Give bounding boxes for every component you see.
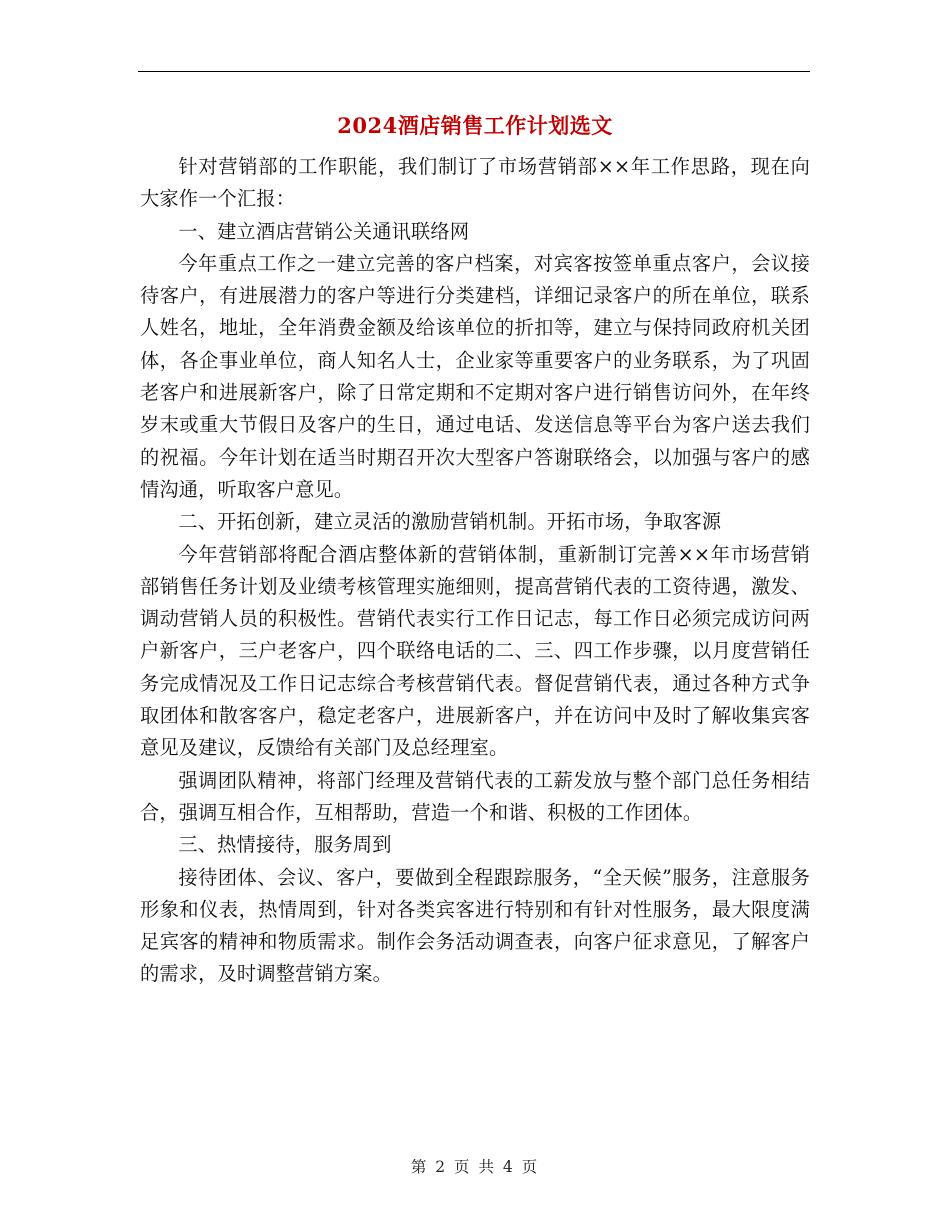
section-heading-3: 三、热情接待，服务周到 [178, 833, 392, 857]
section-1-paragraph: 今年重点工作之一建立完善的客户档案，对宾客按签单重点客户，会议接待客户，有进展潜力的客户等进行分类建档，详细记录客户的所在单位，联系人姓名，地址，全年消费金额及给该单位的折扣等，建立与保持同政府机关团体，各企事业单位，商人知名人士，企业家等重要客户的业务联系，为了巩固老客户和进展新客户，除了日常定期和不定期对客户进行销售访问外，在年终岁末或重大节假日及客户的生日，通过电话、发送信息等平台为客户送去我们的祝福。今年计划在适当时期召开次大型客户答谢联络会，以加强与客户的感情沟通，听取客户意见。 [140, 251, 810, 501]
section-heading-1: 一、建立酒店营销公关通讯联络网 [178, 219, 470, 243]
document-body [140, 151, 810, 991]
section-heading-2: 二、开拓创新，建立灵活的激励营销机制。开拓市场，争取客源 [178, 510, 722, 534]
intro-paragraph: 针对营销部的工作职能，我们制订了市场营销部××年工作思路，现在向大家作一个汇报： [140, 155, 810, 211]
section-2-paragraph: 今年营销部将配合酒店整体新的营销体制，重新制订完善××年市场营销部销售任务计划及业绩考核管理实施细则，提高营销代表的工资待遇，激发、调动营销人员的积极性。营销代表实行工作日记志，每工作日必须完成访问两户新客户，三户老客户，四个联络电话的二、三、四工作步骤，以月度营销任务完成情况及工作日记志综合考核营销代表。督促营销代表，通过各种方式争取团体和散客客户，稳定老客户，进展新客户，并在访问中及时了解收集宾客意见及建议，反馈给有关部门及总经理室。 [140, 542, 810, 760]
section-2-paragraph-team: 强调团队精神，将部门经理及营销代表的工薪发放与整个部门总任务相结合，强调互相合作，互相帮助，营造一个和谐、积极的工作团体。 [140, 768, 810, 824]
document-title: 2024酒店销售工作计划选文 [337, 113, 613, 138]
header-rule [138, 71, 810, 72]
section-3-paragraph: 接待团体、会议、客户，要做到全程跟踪服务，“全天候”服务，注意服务形象和仪表，热情周到，针对各类宾客进行特别和有针对性服务，最大限度满足宾客的精神和物质需求。制作会务活动调查表，向客户征求意见，了解客户的需求，及时调整营销方案。 [140, 865, 810, 986]
page-number: 第 2 页 共 4 页 [410, 1158, 540, 1176]
